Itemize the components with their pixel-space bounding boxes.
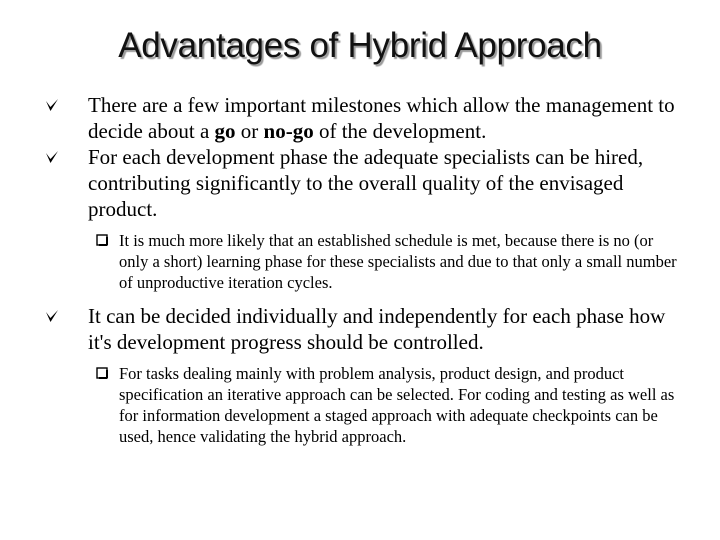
bullet-list [44,92,684,447]
bullet-item-control [44,303,684,355]
sub-bullet-schedule [44,230,684,293]
go-emphasis: go [214,119,236,143]
sub-bullet-text: It is much more likely that an established schedule is met, because there is no (or only a short) learning phase for these specialists and due to that only a small number of unproductive iteration cycles. [119,231,677,292]
checkmark-bullet-icon [44,97,60,113]
no-go-emphasis: no-go [263,119,314,143]
square-bullet-icon [96,367,108,379]
square-bullet-icon [96,234,108,246]
bullet-item-specialists [44,144,684,222]
sub-bullet-approach [44,363,684,447]
slide-title: Advantages of Hybrid Approach [118,26,602,65]
bullet-text-part: There are a few important milestones which allow the management to decide about a [88,93,675,143]
checkmark-bullet-icon [44,308,60,324]
checkmark-bullet-icon [44,149,60,165]
bullet-text-part: or [235,119,264,143]
bullet-item-milestones [44,92,684,144]
bullet-text: For each development phase the adequate specialists can be hired, contributing significantly to the overall quality of the envisaged product. [88,145,644,221]
sub-bullet-text: For tasks dealing mainly with problem analysis, product design, and product specification an iterative approach can be selected. For coding and testing as well as for information development a staged approach with adequate checkpoints can be used, hence validating the hybrid approach. [119,364,675,446]
bullet-text: It can be decided individually and independently for each phase how it's development progress should be controlled. [88,304,666,354]
bullet-text-part: of the development. [313,119,487,143]
